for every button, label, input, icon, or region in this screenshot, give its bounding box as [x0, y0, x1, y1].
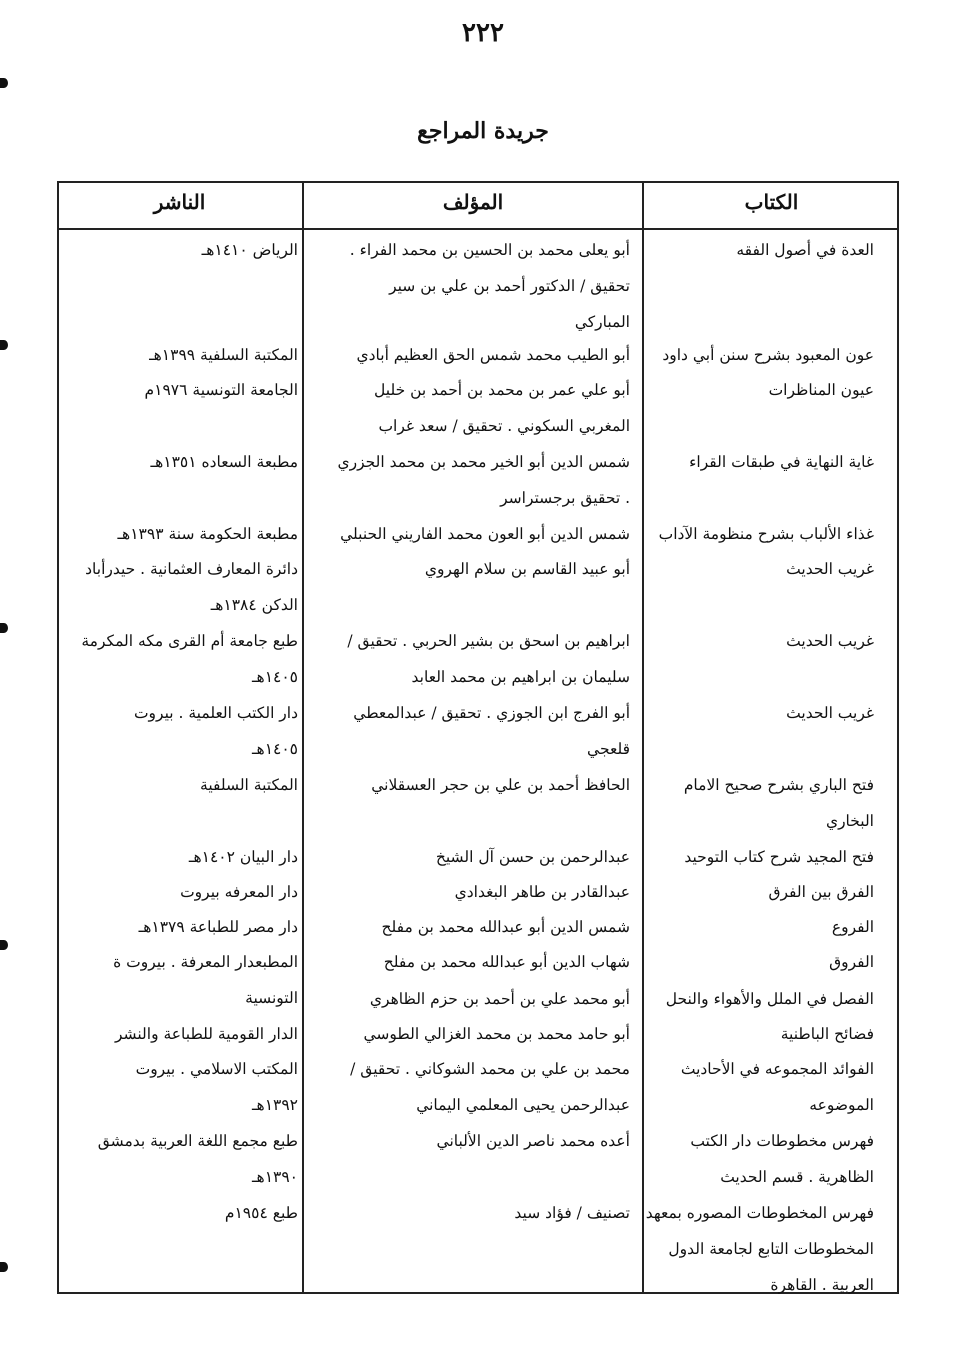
table-cell-publisher: [62, 372, 298, 408]
table-cell-book: [638, 909, 874, 945]
cell-line: البخاري: [825, 812, 874, 830]
table-cell-book: [638, 944, 874, 980]
cell-line: الفصل في الملل والأهواء والنحل: [665, 990, 874, 1008]
cell-line: الظاهرية . قسم الحديث: [720, 1168, 874, 1186]
header-divider: [57, 228, 899, 230]
table-cell-publisher: [62, 1123, 298, 1195]
scan-edge-mark: [0, 340, 8, 350]
cell-line: أبو عبيد القاسم بن سلام الهروي: [424, 560, 630, 578]
cell-line: فضائح الباطنية: [780, 1025, 874, 1043]
table-cell-book: [638, 372, 874, 408]
cell-line: الفوائد المجموعه في الأحاديث: [680, 1060, 874, 1078]
cell-line: الموضوعه: [809, 1096, 874, 1114]
cell-line: فتح الباري بشرح صحيح الامام: [683, 776, 874, 794]
table-cell-publisher: [62, 1195, 298, 1231]
cell-line: شهاب الدين أبو عبدالله محمد بن مفلح: [383, 953, 630, 971]
table-cell-publisher: [62, 1016, 298, 1052]
table-cell-author: [310, 909, 630, 945]
table-cell-author: [310, 516, 630, 552]
page-title: جريدة المراجع: [417, 118, 549, 144]
table-cell-book: [638, 516, 874, 552]
table-cell-publisher: [62, 839, 298, 875]
table-cell-author: [310, 767, 630, 803]
cell-line: قلعجي: [587, 740, 630, 758]
cell-line: المطبعدار المعرفة . بيروت ة: [113, 953, 298, 971]
cell-line: شمس الدين أبو عبدالله محمد بن مفلح: [381, 918, 630, 936]
cell-line: غاية النهاية في طبقات القراء: [689, 453, 874, 471]
cell-line: ابراهيم بن اسحق بن بشير الحربي . تحقيق /: [347, 632, 630, 650]
cell-line: تصنيف / فؤاد سيد: [514, 1204, 630, 1222]
cell-line: الدكن ١٣٨٤هـ: [210, 596, 298, 614]
cell-line: شمس الدين أبو الخير محمد بن محمد الجزري: [337, 453, 630, 471]
table-cell-publisher: [62, 516, 298, 552]
table-cell-author: [310, 232, 630, 340]
scan-edge-mark: [0, 940, 8, 950]
cell-line: دار مصر للطباعة ١٣٧٩هـ: [138, 918, 298, 936]
cell-line: غريب الحديث: [786, 560, 874, 578]
cell-line: ١٣٩٢هـ: [251, 1096, 298, 1114]
cell-line: التونسية: [245, 989, 298, 1007]
scan-edge-mark: [0, 78, 8, 88]
cell-line: المغربي السكوني . تحقيق / سعد غراب: [378, 417, 630, 435]
table-cell-book: [638, 839, 874, 875]
cell-line: المكتب الاسلامي . بيروت: [135, 1060, 298, 1078]
table-cell-author: [310, 981, 630, 1017]
table-cell-book: [638, 1195, 874, 1303]
table-cell-publisher: [62, 232, 298, 268]
cell-line: عبدالرحمن بن حسن آل الشيخ: [435, 848, 630, 866]
table-cell-book: [638, 623, 874, 659]
cell-line: دار المعرفه بيروت: [180, 883, 298, 901]
cell-line: غذاء الألباب بشرح منظومة الآداب: [658, 525, 874, 543]
cell-line: أبو الفرج ابن الجوزي . تحقيق / عبدالمعطي: [353, 704, 630, 722]
table-cell-author: [310, 623, 630, 695]
scan-edge-mark: [0, 1262, 8, 1272]
cell-line: طبع مجمع اللغة العربية بدمشق: [97, 1132, 298, 1150]
table-cell-publisher: [62, 695, 298, 767]
cell-line: الفرق بين الفرق: [768, 883, 874, 901]
table-cell-publisher: [62, 337, 298, 373]
table-cell-book: [638, 1016, 874, 1052]
table-cell-author: [310, 551, 630, 587]
cell-line: محمد بن علي بن محمد الشوكاني . تحقيق /: [350, 1060, 630, 1078]
cell-line: الدار القومية للطباعة والنشر: [114, 1025, 298, 1043]
table-cell-author: [310, 444, 630, 516]
table-cell-publisher: [62, 1051, 298, 1123]
cell-line: الفروق: [829, 953, 874, 971]
table-cell-publisher: [62, 767, 298, 803]
header-author: المؤلف: [442, 190, 504, 214]
table-cell-book: [638, 337, 874, 373]
table-cell-book: [638, 1051, 874, 1123]
table-cell-publisher: [62, 551, 298, 623]
cell-line: غريب الحديث: [786, 704, 874, 722]
table-cell-author: [310, 1123, 630, 1159]
table-cell-publisher: [62, 944, 298, 1016]
table-cell-author: [310, 695, 630, 767]
cell-line: أبو يعلى محمد بن الحسين بن محمد الفراء .: [349, 241, 630, 259]
table-cell-book: [638, 1123, 874, 1195]
cell-line: شمس الدين أبو العون محمد الفاريني الحنبلي: [340, 525, 630, 543]
table-cell-publisher: [62, 874, 298, 910]
table-cell-book: [638, 874, 874, 910]
cell-line: المكتبة السلفية ١٣٩٩هـ: [149, 346, 298, 364]
cell-line: فتح المجيد شرح كتاب التوحيد: [684, 848, 874, 866]
table-cell-author: [310, 372, 630, 444]
table-cell-author: [310, 1016, 630, 1052]
cell-line: العدة في أصول الفقه: [736, 241, 874, 259]
column-divider: [302, 181, 304, 1294]
cell-line: الفروع: [831, 918, 874, 936]
table-cell-publisher: [62, 623, 298, 695]
cell-line: تحقيق / الدكتور أحمد بن علي بن سير: [389, 277, 630, 295]
cell-line: عيون المناظرات: [768, 381, 874, 399]
cell-line: أبو علي عمر بن محمد بن أحمد بن خليل: [374, 381, 630, 399]
cell-line: ١٤٠٥هـ: [251, 740, 298, 758]
table-cell-author: [310, 874, 630, 910]
cell-line: أبو حامد محمد بن محمد الغزالي الطوسي: [363, 1025, 630, 1043]
table-cell-author: [310, 1195, 630, 1231]
cell-line: المباركي: [574, 313, 630, 331]
table-cell-book: [638, 232, 874, 268]
page-number: ٢٢٢: [462, 18, 504, 48]
cell-line: ١٣٩٠هـ: [251, 1168, 298, 1186]
table-cell-author: [310, 839, 630, 875]
table-cell-book: [638, 767, 874, 839]
table-cell-publisher: [62, 444, 298, 480]
cell-line: عبدالرحمن يحيى المعلمي اليماني: [416, 1096, 630, 1114]
cell-line: طبع ١٩٥٤م: [224, 1204, 298, 1222]
cell-line: أبو محمد علي بن أحمد بن حزم الظاهري: [369, 990, 630, 1008]
cell-line: المكتبة السلفية: [200, 776, 298, 794]
header-book: الكتاب: [744, 190, 799, 214]
cell-line: دار البيان ١٤٠٢هـ: [188, 848, 298, 866]
table-cell-author: [310, 337, 630, 373]
cell-line: العربية . القاهرة: [770, 1276, 874, 1294]
cell-line: المخطوطات التابع لجامعة الدول: [668, 1240, 874, 1258]
cell-line: فهرس المخطوطات المصوره بمعهد: [645, 1204, 874, 1222]
cell-line: طبع جامعة أم القرى مكه المكرمة: [81, 632, 298, 650]
table-cell-author: [310, 944, 630, 980]
cell-line: دائرة المعارف العثمانية . حيدرأباد: [85, 560, 298, 578]
cell-line: أبو الطيب محمد شمس الحق العظيم أبادي: [356, 346, 630, 364]
cell-line: . تحقيق برجستراسر: [500, 489, 630, 507]
table-cell-book: [638, 695, 874, 731]
cell-line: الرياض ١٤١٠هـ: [201, 241, 298, 259]
table-cell-author: [310, 1051, 630, 1123]
scan-edge-mark: [0, 623, 8, 633]
cell-line: عون المعبود بشرح سنن أبي داود: [662, 346, 874, 364]
cell-line: مطبعة السعاده ١٣٥١هـ: [150, 453, 298, 471]
cell-line: الحافظ أحمد بن علي بن حجر العسقلاني: [371, 776, 630, 794]
cell-line: عبدالقادر بن طاهر البغدادي: [454, 883, 630, 901]
cell-line: أعده محمد ناصر الدين الألباني: [436, 1132, 630, 1150]
cell-line: ١٤٠٥هـ: [251, 668, 298, 686]
cell-line: مطبعة الحكومة سنة ١٣٩٣هـ: [117, 525, 298, 543]
cell-line: فهرس مخطوطات دار الكتب: [690, 1132, 874, 1150]
cell-line: سليمان بن ابراهيم بن محمد العابد: [411, 668, 630, 686]
cell-line: دار الكتب العلمية . بيروت: [133, 704, 298, 722]
table-cell-book: [638, 444, 874, 480]
cell-line: غريب الحديث: [786, 632, 874, 650]
table-cell-book: [638, 551, 874, 587]
table-cell-book: [638, 981, 874, 1017]
cell-line: الجامعة التونسية ١٩٧٦م: [144, 381, 298, 399]
table-cell-publisher: [62, 909, 298, 945]
header-publisher: الناشر: [153, 190, 206, 214]
